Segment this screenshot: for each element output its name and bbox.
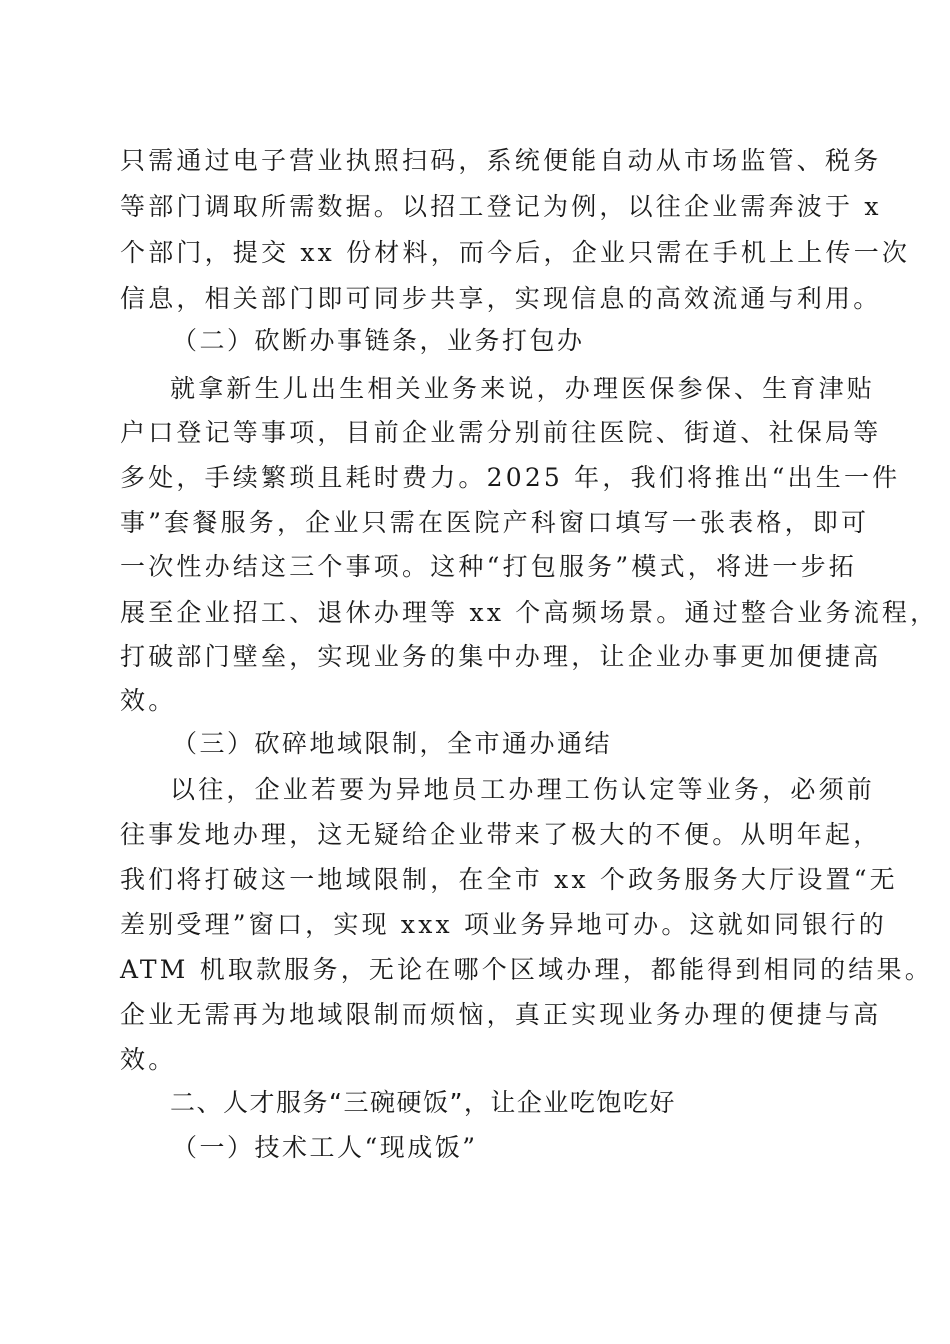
section-subheading: （三）砍碎地域限制，全市通办通结 [172,729,613,758]
paragraph-line: 信息，相关部门即可同步共享，实现信息的高效流通与利用。 [120,284,882,313]
paragraph-line: ATM 机取款服务，无论在哪个区域办理，都能得到相同的结果。 [120,955,933,984]
paragraph-line: 户口登记等事项，目前企业需分别前往医院、街道、社保局等 [120,418,882,447]
paragraph-line: 只需通过电子营业执照扫码，系统便能自动从市场监管、税务 [120,146,882,175]
paragraph-line: 一次性办结这三个事项。这种“打包服务”模式，将进一步拓 [120,552,857,581]
paragraph-line: 往事发地办理，这无疑给企业带来了极大的不便。从明年起， [120,820,882,849]
paragraph-line: 打破部门壁垒，实现业务的集中办理，让企业办事更加便捷高 [120,642,882,671]
paragraph-line: 以往，企业若要为异地员工办理工伤认定等业务，必须前 [170,775,876,804]
section-subheading: （一）技术工人“现成饭” [172,1133,478,1162]
paragraph-line: 效。 [120,686,177,715]
paragraph-line: 效。 [120,1045,177,1074]
paragraph-line: 等部门调取所需数据。以招工登记为例，以往企业需奔波于 x [120,192,882,221]
paragraph-line: 我们将打破这一地域限制，在全市 xx 个政务服务大厅设置“无 [120,865,898,894]
paragraph-line: 个部门，提交 xx 份材料，而今后，企业只需在手机上上传一次 [120,238,911,267]
paragraph-line: 企业无需再为地域限制而烦恼，真正实现业务办理的便捷与高 [120,1000,882,1029]
paragraph-line: 多处，手续繁琐且耗时费力。2025 年，我们将推出“出生一件 [120,463,901,492]
section-subheading: （二）砍断办事链条，业务打包办 [172,326,585,355]
section-heading: 二、人才服务“三碗硬饭”，让企业吃饱吃好 [170,1088,676,1117]
paragraph-line: 展至企业招工、退休办理等 xx 个高频场景。通过整合业务流程， [120,598,939,627]
paragraph-line: 差别受理”窗口，实现 xxx 项业务异地可办。这就如同银行的 [120,910,887,939]
paragraph-line: 就拿新生儿出生相关业务来说，办理医保参保、生育津贴 [170,374,876,403]
paragraph-line: 事”套餐服务，企业只需在医院产科窗口填写一张表格，即可 [120,508,870,537]
